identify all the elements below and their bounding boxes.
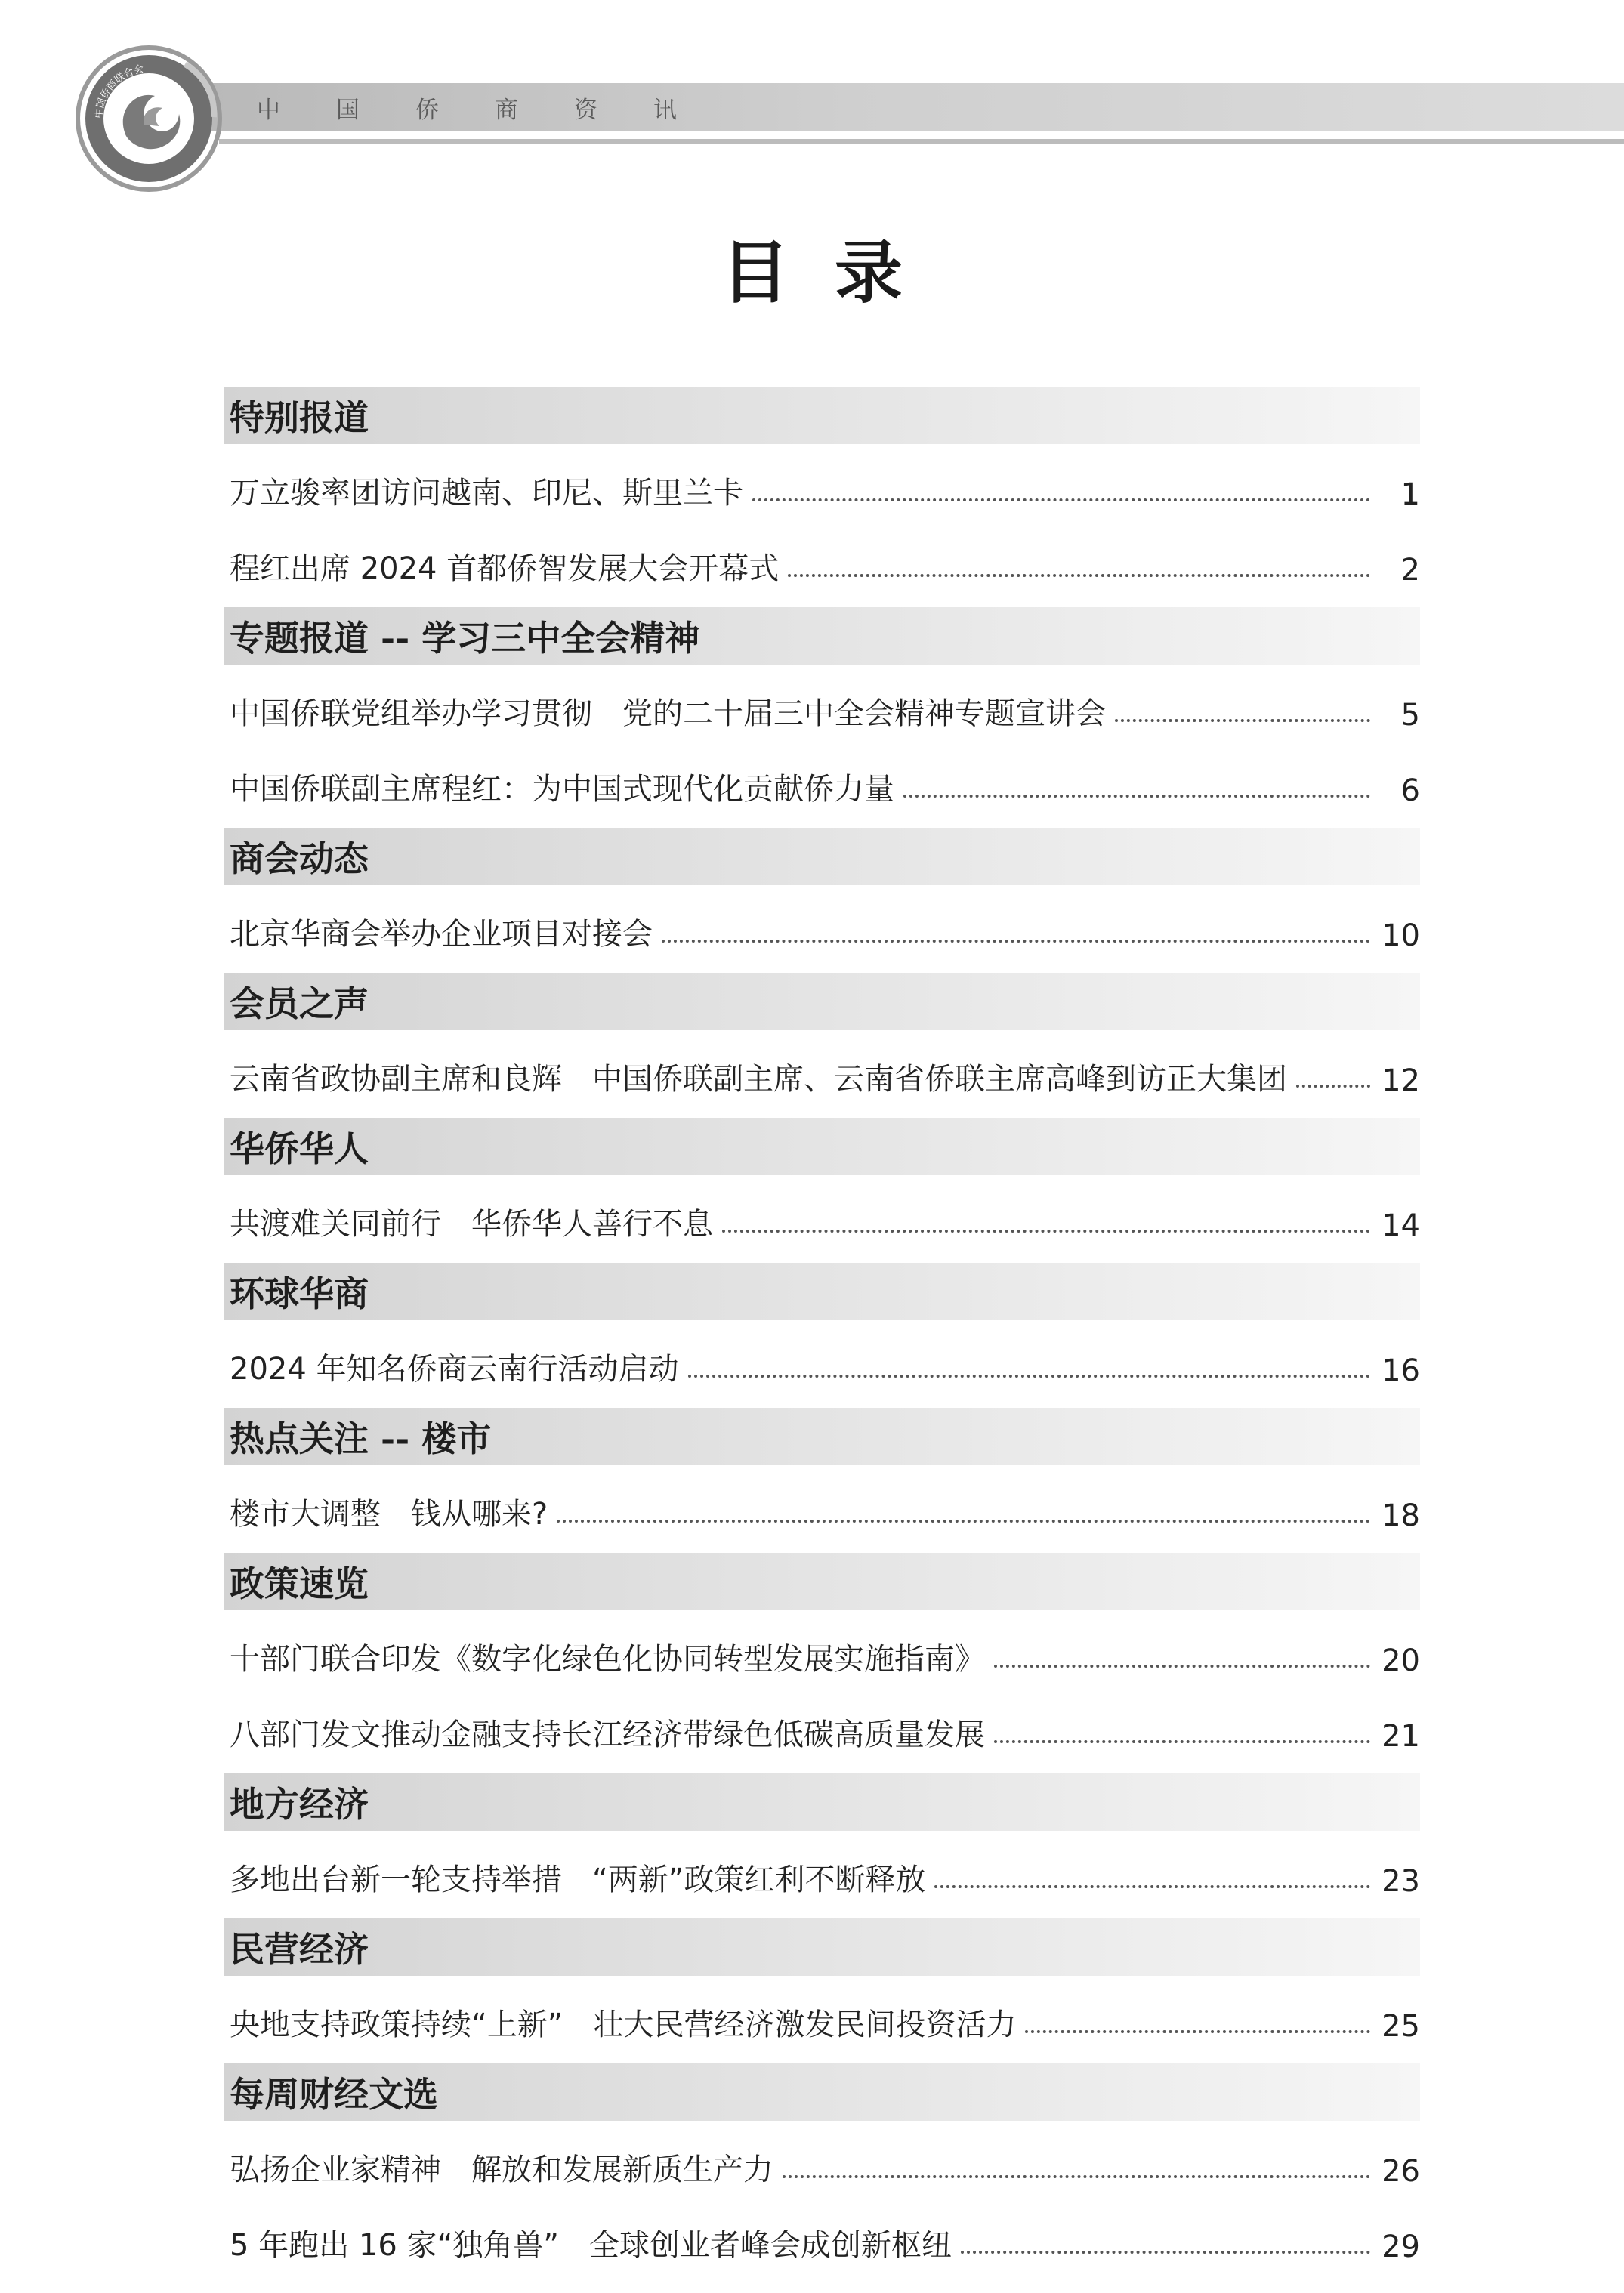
toc-entry[interactable] xyxy=(224,1686,1420,1761)
toc-section xyxy=(224,1408,1420,1541)
dot-leader xyxy=(994,1665,1370,1668)
section-title: 商会动态 xyxy=(230,838,369,879)
entry-title[interactable]: 2024 年知名侨商云南行活动启动 xyxy=(230,1352,679,1387)
toc-section xyxy=(224,1263,1420,1396)
page-number: 21 xyxy=(1382,1719,1420,1754)
toc-section xyxy=(224,387,1420,595)
page-number: 1 xyxy=(1400,477,1420,512)
page-number: 20 xyxy=(1382,1643,1420,1678)
section-title: 地方经济 xyxy=(230,1784,369,1825)
logo xyxy=(72,42,227,196)
page-title: 目录 xyxy=(721,233,948,313)
page-number: 2 xyxy=(1400,553,1420,588)
page-number: 29 xyxy=(1382,2230,1420,2264)
toc-entry[interactable] xyxy=(224,444,1420,520)
section-title: 华侨华人 xyxy=(230,1128,369,1169)
toc-entry[interactable] xyxy=(224,740,1420,816)
publication-title: 中国侨商资讯 xyxy=(257,96,733,124)
entry-title[interactable]: 中国侨联党组举办学习贯彻 党的二十届三中全会精神专题宣讲会 xyxy=(230,696,1106,731)
entry-title[interactable]: 5 年跑出 16 家“独角兽” 全球创业者峰会成创新枢纽 xyxy=(230,2228,952,2263)
dot-leader xyxy=(994,1740,1370,1743)
section-header xyxy=(224,1263,1420,1320)
entry-title[interactable]: 共渡难关同前行 华侨华人善行不息 xyxy=(230,1207,713,1242)
toc-entry[interactable] xyxy=(224,1320,1420,1396)
section-header xyxy=(224,1118,1420,1175)
entry-title[interactable]: 十部门联合印发《数字化绿色化协同转型发展实施指南》 xyxy=(230,1642,985,1677)
page-number: 14 xyxy=(1382,1208,1420,1243)
page-number: 16 xyxy=(1382,1353,1420,1388)
page-number: 10 xyxy=(1382,918,1420,953)
section-title: 特别报道 xyxy=(230,397,369,438)
toc-section xyxy=(224,828,1420,961)
page-number: 25 xyxy=(1382,2009,1420,2044)
dot-leader xyxy=(1296,1085,1370,1088)
dot-leader xyxy=(752,498,1370,501)
section-title: 环球华商 xyxy=(230,1273,369,1314)
toc-section xyxy=(224,1553,1420,1761)
header-rule xyxy=(219,139,1624,144)
toc-section xyxy=(224,1118,1420,1251)
dot-leader xyxy=(934,1885,1370,1888)
page-number: 23 xyxy=(1382,1864,1420,1899)
section-header xyxy=(224,973,1420,1030)
entry-title[interactable]: 央地支持政策持续“上新” 壮大民营经济激发民间投资活力 xyxy=(230,2008,1017,2042)
toc-section xyxy=(224,1918,1420,2051)
dot-leader xyxy=(688,1375,1370,1378)
toc-entry[interactable] xyxy=(224,1465,1420,1541)
entry-title[interactable]: 云南省政协副主席和良辉 中国侨联副主席、云南省侨联主席高峰到访正大集团 xyxy=(230,1062,1287,1097)
toc-section xyxy=(224,1773,1420,1906)
toc-entry[interactable] xyxy=(224,1976,1420,2051)
entry-title[interactable]: 多地出台新一轮支持举措 “两新”政策红利不断释放 xyxy=(230,1862,926,1897)
dot-leader xyxy=(783,2175,1370,2178)
toc-entry[interactable] xyxy=(224,1831,1420,1906)
section-title: 热点关注 -- 楼市 xyxy=(230,1418,492,1459)
toc-entry[interactable] xyxy=(224,1175,1420,1251)
dot-leader xyxy=(1025,2030,1370,2033)
page-number: 6 xyxy=(1400,773,1420,808)
toc-entry[interactable] xyxy=(224,1610,1420,1686)
logo-text: 中国侨商联合会 xyxy=(93,63,145,119)
dot-leader xyxy=(903,795,1370,798)
section-header xyxy=(224,1553,1420,1610)
section-title: 民营经济 xyxy=(230,1929,369,1970)
toc-section xyxy=(224,973,1420,1106)
section-header xyxy=(224,1918,1420,1976)
page-number: 12 xyxy=(1382,1063,1420,1098)
section-header xyxy=(224,2063,1420,2121)
toc-entry[interactable] xyxy=(224,2196,1420,2272)
section-header xyxy=(224,828,1420,885)
toc-entry[interactable] xyxy=(224,665,1420,740)
toc-entry[interactable] xyxy=(224,520,1420,595)
toc-entry[interactable] xyxy=(224,1030,1420,1106)
entry-title[interactable]: 万立骏率团访问越南、印尼、斯里兰卡 xyxy=(230,476,743,511)
entry-title[interactable]: 弘扬企业家精神 解放和发展新质生产力 xyxy=(230,2153,773,2187)
section-header xyxy=(224,1408,1420,1465)
page-number: 18 xyxy=(1382,1498,1420,1533)
toc-section xyxy=(224,2063,1420,2272)
section-title: 政策速览 xyxy=(230,1563,369,1604)
dot-leader xyxy=(788,574,1370,577)
toc-entry[interactable] xyxy=(224,885,1420,961)
page-number: 26 xyxy=(1382,2154,1420,2189)
dot-leader xyxy=(961,2251,1370,2254)
section-title: 专题报道 -- 学习三中全会精神 xyxy=(230,618,700,659)
section-header xyxy=(224,1773,1420,1831)
entry-title[interactable]: 北京华商会举办企业项目对接会 xyxy=(230,917,653,952)
toc-section xyxy=(224,607,1420,816)
table-of-contents xyxy=(224,387,1420,2272)
entry-title[interactable]: 八部门发文推动金融支持长江经济带绿色低碳高质量发展 xyxy=(230,1717,985,1752)
page-number: 5 xyxy=(1400,698,1420,733)
entry-title[interactable]: 中国侨联副主席程红：为中国式现代化贡献侨力量 xyxy=(230,772,894,807)
dot-leader xyxy=(1115,719,1370,722)
section-header xyxy=(224,607,1420,665)
section-title: 会员之声 xyxy=(230,983,369,1024)
section-header xyxy=(224,387,1420,444)
dot-leader xyxy=(722,1230,1370,1233)
section-title: 每周财经文选 xyxy=(230,2074,438,2115)
dot-leader xyxy=(557,1520,1370,1523)
entry-title[interactable]: 程红出席 2024 首都侨智发展大会开幕式 xyxy=(230,551,780,586)
entry-title[interactable]: 楼市大调整 钱从哪来? xyxy=(230,1497,548,1532)
toc-entry[interactable] xyxy=(224,2121,1420,2196)
dot-leader xyxy=(662,940,1370,943)
